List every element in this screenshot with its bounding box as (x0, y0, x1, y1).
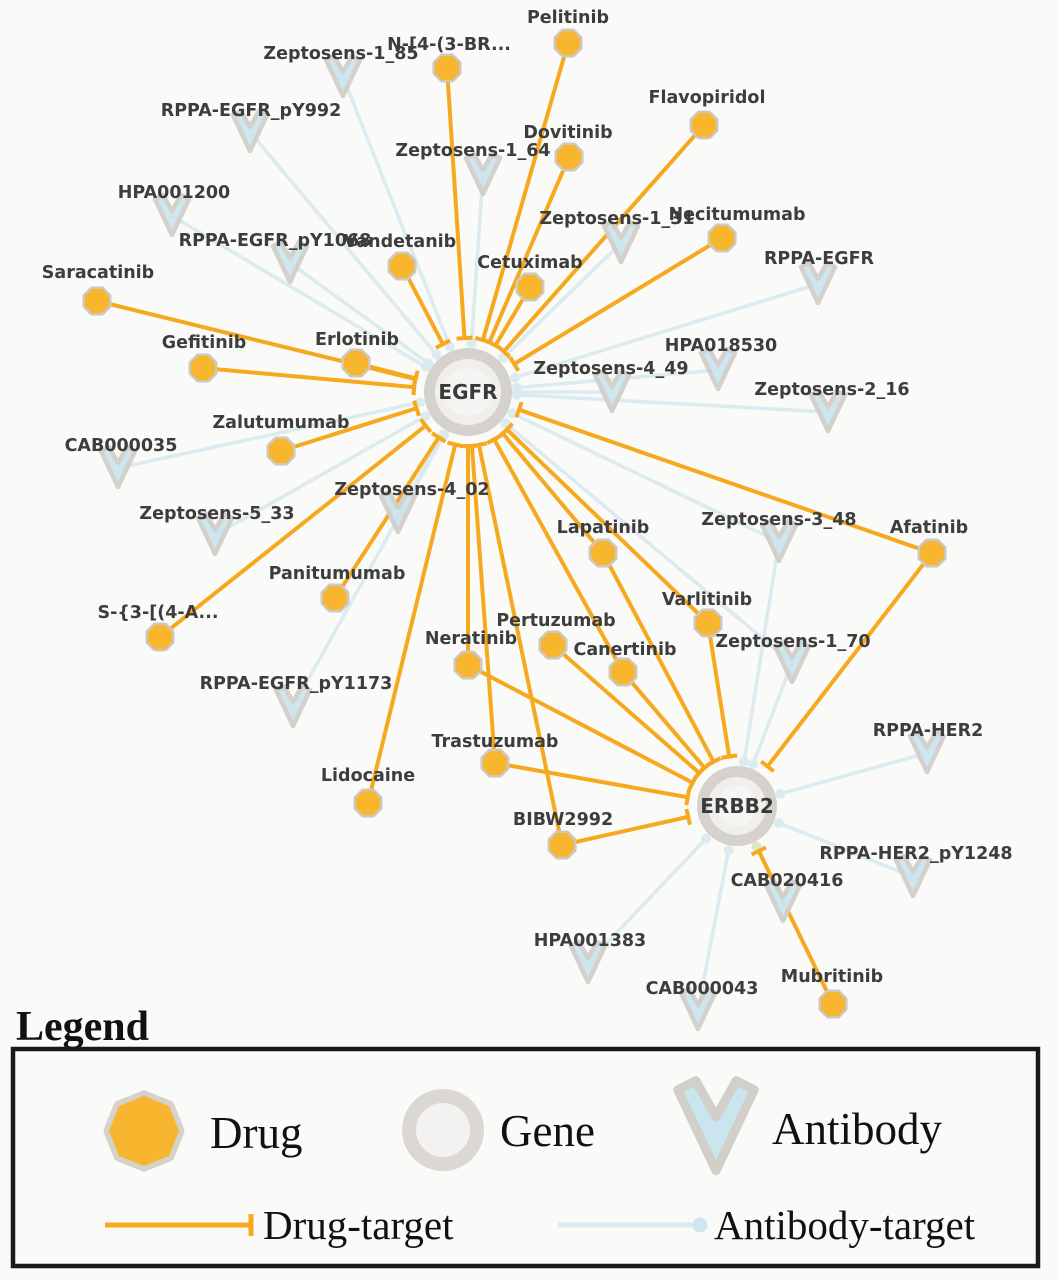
edge-trastuzumab-erbb2 (495, 763, 689, 805)
drug-label-varlitinib: Varlitinib (661, 590, 753, 610)
drug-node-lidocaine[interactable] (356, 791, 380, 815)
drug-node-s-3-4-a[interactable] (148, 625, 172, 649)
antibody-node-rppa-egfr[interactable] (801, 263, 835, 303)
drug-node-pelitinib[interactable] (556, 31, 580, 55)
antibody-label-hpa018530: HPA018530 (664, 336, 778, 356)
antibody-label-cab020416: CAB020416 (730, 871, 844, 891)
drug-label-lidocaine: Lidocaine (320, 766, 416, 786)
antibody-label-zeptosens-1-85: Zeptosens-1_85 (263, 44, 419, 64)
drug-label-mubritinib: Mubritinib (780, 967, 884, 987)
drug-node-lapatinib[interactable] (591, 541, 615, 565)
drug-node-trastuzumab[interactable] (483, 751, 507, 775)
drug-node-n-4-3-br[interactable] (435, 56, 459, 80)
edge-n-4-3-br-egfr (447, 68, 472, 339)
antibody-label-rppa-egfr-py1173: RPPA-EGFR_pY1173 (199, 674, 393, 694)
drug-node-necitumumab[interactable] (710, 226, 734, 250)
gene-swatch-core (416, 1103, 470, 1157)
drug-label-flavopiridol: Flavopiridol (648, 88, 766, 108)
drug-node-pertuzumab[interactable] (541, 633, 565, 657)
drug-label-erlotinib: Erlotinib (315, 330, 399, 350)
drug-label-dovitinib: Dovitinib (523, 123, 613, 143)
drug-label-canertinib: Canertinib (573, 640, 677, 660)
edge-zeptosens-1-70-erbb2 (748, 663, 792, 769)
drug-label-n-4-3-br: N-[4-(3-BR... (387, 35, 511, 55)
antibody-swatch-chevron-icon (678, 1081, 755, 1171)
legend-antibody-target-label: Antibody-target (714, 1202, 976, 1248)
drug-label-panitumumab: Panitumumab (268, 564, 406, 584)
antibody-label-zeptosens-1-64: Zeptosens-1_64 (395, 141, 551, 161)
drug-node-gefitinib[interactable] (191, 356, 215, 380)
drug-label-pelitinib: Pelitinib (526, 8, 610, 28)
legend-antibody-label: Antibody (772, 1104, 943, 1154)
gene-node-erbb2[interactable] (697, 766, 777, 846)
antibody-label-zeptosens-5-33: Zeptosens-5_33 (139, 504, 295, 524)
legend (0, 1000, 1059, 1280)
antibody-label-rppa-egfr: RPPA-EGFR (763, 249, 875, 269)
drug-label-vandetanib: Vandetanib (343, 232, 457, 252)
antibody-label-rppa-egfr-py1068: RPPA-EGFR_pY1068 (178, 231, 372, 251)
drug-node-dovitinib[interactable] (557, 145, 581, 169)
antibody-label-zeptosens-4-02: Zeptosens-4_02 (334, 480, 490, 500)
gene-node-egfr[interactable] (424, 348, 512, 436)
antibody-label-zeptosens-4-49: Zeptosens-4_49 (533, 359, 689, 379)
antibody-label-zeptosens-2-16: Zeptosens-2_16 (754, 380, 910, 400)
legend-title: Legend (16, 1004, 150, 1050)
drug-node-erlotinib[interactable] (344, 351, 368, 375)
drug-label-pertuzumab: Pertuzumab (496, 611, 616, 631)
antibody-label-cab000043: CAB000043 (645, 979, 759, 999)
drug-label-s-3-4-a: S-{3-[(4-A... (97, 603, 219, 623)
drug-node-neratinib[interactable] (456, 653, 480, 677)
drug-node-afatinib[interactable] (920, 541, 944, 565)
antibody-label-zeptosens-3-48: Zeptosens-3_48 (701, 510, 857, 530)
antibody-label-hpa001200: HPA001200 (117, 183, 231, 203)
drug-label-saracatinib: Saracatinib (41, 263, 155, 283)
drug-label-necitumumab: Necitumumab (668, 205, 806, 225)
legend-gene-label: Gene (500, 1106, 595, 1156)
drug-node-zalutumumab[interactable] (269, 439, 293, 463)
antibody-label-rppa-her2: RPPA-HER2 (872, 721, 984, 741)
edge-rppa-her2-erbb2 (775, 753, 927, 799)
drug-node-saracatinib[interactable] (85, 289, 109, 313)
gene-label-egfr: EGFR (438, 380, 498, 404)
edge-zeptosens-3-48-erbb2 (739, 542, 779, 767)
drug-label-gefitinib: Gefitinib (161, 333, 247, 353)
drug-label-neratinib: Neratinib (424, 629, 518, 649)
drug-node-flavopiridol[interactable] (692, 113, 716, 137)
edge-canertinib-erbb2 (623, 672, 711, 773)
drug-label-trastuzumab: Trastuzumab (431, 732, 559, 752)
drug-label-lapatinib: Lapatinib (556, 518, 650, 538)
antibody-label-zeptosens-1-31: Zeptosens-1_31 (539, 209, 695, 229)
drug-label-bibw2992: BIBW2992 (512, 810, 614, 830)
antibody-label-rppa-egfr-py992: RPPA-EGFR_pY992 (160, 101, 342, 121)
drug-node-cetuximab[interactable] (518, 275, 542, 299)
drug-label-cetuximab: Cetuximab (477, 253, 583, 273)
drug-node-vandetanib[interactable] (390, 254, 414, 278)
drug-label-zalutumumab: Zalutumumab (212, 413, 350, 433)
drug-node-panitumumab[interactable] (323, 586, 347, 610)
drug-swatch-octagon-icon (109, 1096, 179, 1166)
antibody-label-zeptosens-1-70: Zeptosens-1_70 (715, 632, 871, 652)
gene-label-erbb2: ERBB2 (700, 794, 774, 818)
antibody-target-dot-icon (693, 1218, 708, 1233)
legend-drug-target-label: Drug-target (263, 1202, 454, 1248)
antibody-label-rppa-her2-py1248: RPPA-HER2_pY1248 (819, 844, 1013, 864)
drug-node-bibw2992[interactable] (550, 833, 574, 857)
legend-drug-label: Drug (210, 1108, 303, 1158)
antibody-label-cab000035: CAB000035 (64, 436, 178, 456)
drug-label-afatinib: Afatinib (889, 518, 969, 538)
drug-node-canertinib[interactable] (611, 660, 635, 684)
antibody-label-hpa001383: HPA001383 (533, 931, 647, 951)
